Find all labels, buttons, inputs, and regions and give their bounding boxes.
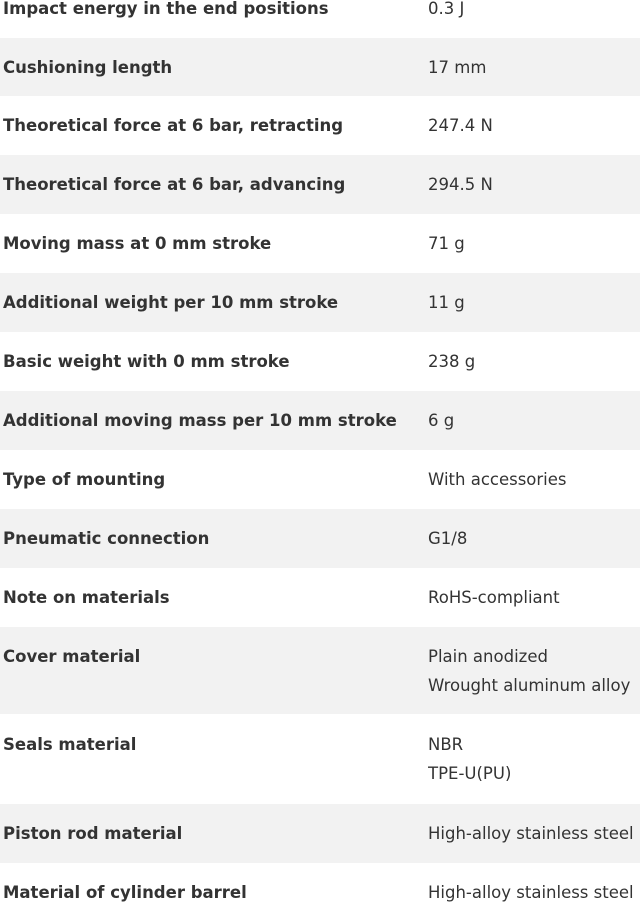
spec-value bbox=[428, 583, 640, 612]
spec-value-line: With accessories bbox=[428, 470, 567, 489]
spec-row-pneumatic-connection bbox=[0, 509, 640, 568]
spec-row-cover-material bbox=[0, 627, 640, 714]
spec-value bbox=[428, 288, 640, 317]
spec-value bbox=[428, 347, 640, 376]
spec-value-line: NBR bbox=[428, 735, 464, 754]
spec-label: Moving mass at 0 mm stroke bbox=[3, 234, 272, 253]
spec-label: Seals material bbox=[3, 735, 137, 754]
spec-row-cushioning-length bbox=[0, 38, 640, 96]
spec-value bbox=[428, 229, 640, 258]
spec-value-line: 6 g bbox=[428, 411, 455, 430]
spec-value bbox=[428, 406, 640, 435]
spec-label: Note on materials bbox=[3, 588, 170, 607]
spec-value bbox=[428, 819, 640, 848]
spec-value-line: 17 mm bbox=[428, 57, 487, 77]
spec-row-seals-material bbox=[0, 714, 640, 804]
spec-value-line: Plain anodized bbox=[428, 647, 548, 666]
spec-label: Theoretical force at 6 bar, advancing bbox=[3, 175, 346, 194]
spec-value-line: High-alloy stainless steel bbox=[428, 883, 634, 902]
spec-row-type-of-mounting bbox=[0, 450, 640, 509]
spec-label: Cover material bbox=[3, 647, 141, 666]
spec-label: Theoretical force at 6 bar, retracting bbox=[3, 116, 344, 135]
spec-row-basic-weight bbox=[0, 332, 640, 391]
spec-value bbox=[428, 730, 640, 788]
spec-row-additional-weight bbox=[0, 273, 640, 332]
spec-value-line: 247.4 N bbox=[428, 116, 493, 135]
spec-label: Type of mounting bbox=[3, 470, 166, 489]
spec-row-note-on-materials bbox=[0, 568, 640, 627]
spec-value-line: 71 g bbox=[428, 234, 465, 253]
spec-value bbox=[428, 170, 640, 199]
spec-value-line: Wrought aluminum alloy bbox=[428, 676, 631, 695]
spec-value-line: High-alloy stainless steel bbox=[428, 824, 634, 843]
spec-label: Impact energy in the end positions bbox=[3, 0, 329, 18]
spec-value-line: 0.3 J bbox=[428, 0, 465, 18]
spec-label: Piston rod material bbox=[3, 824, 183, 843]
spec-row-force-advancing bbox=[0, 155, 640, 214]
spec-value bbox=[428, 0, 640, 21]
spec-value-line: 11 g bbox=[428, 293, 465, 312]
spec-row-force-retracting bbox=[0, 96, 640, 155]
spec-value-line: 238 g bbox=[428, 352, 476, 371]
spec-label: Material of cylinder barrel bbox=[3, 883, 247, 902]
spec-label: Cushioning length bbox=[3, 57, 173, 77]
spec-label: Basic weight with 0 mm stroke bbox=[3, 352, 290, 371]
spec-value bbox=[428, 524, 640, 553]
spec-row-cylinder-barrel-material bbox=[0, 863, 640, 907]
spec-row-additional-moving-mass bbox=[0, 391, 640, 450]
spec-label: Additional moving mass per 10 mm stroke bbox=[3, 411, 397, 430]
spec-value-line: 294.5 N bbox=[428, 175, 493, 194]
spec-value-line: TPE-U(PU) bbox=[428, 764, 512, 783]
spec-label: Additional weight per 10 mm stroke bbox=[3, 293, 339, 312]
spec-value bbox=[428, 878, 640, 907]
spec-value-line: G1/8 bbox=[428, 529, 468, 548]
spec-value bbox=[428, 53, 640, 82]
spec-row-impact-energy bbox=[0, 0, 640, 38]
spec-label: Pneumatic connection bbox=[3, 529, 210, 548]
spec-row-piston-rod-material bbox=[0, 804, 640, 863]
spec-value bbox=[428, 465, 640, 494]
spec-value bbox=[428, 111, 640, 140]
spec-row-moving-mass bbox=[0, 214, 640, 273]
spec-value bbox=[428, 642, 640, 700]
spec-value-line: RoHS-compliant bbox=[428, 588, 560, 607]
